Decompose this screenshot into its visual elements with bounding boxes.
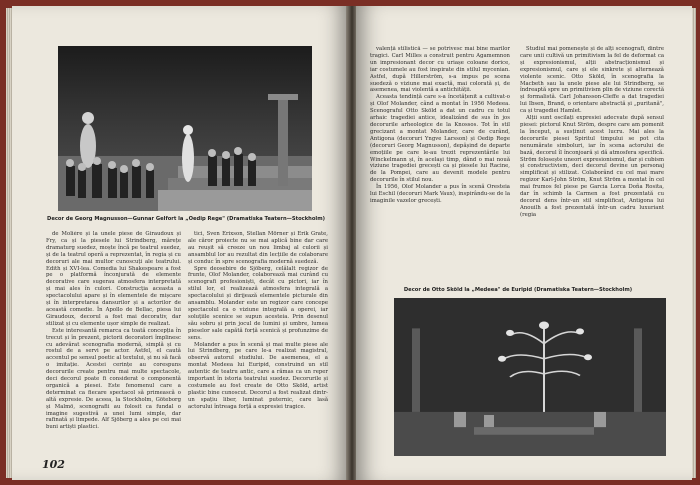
stage-scene-image	[58, 46, 312, 211]
paragraph: Studiul mai pomenește și de alți scenografi, dintre care unii cultivă un primitivism la fel de deformat ca și expresionismul, alții abstracționismul și expresionismul, care și ele sinkrete și alternează violente scenic. Otto Sköld, în scenografia la Macbeth sau la unele piese ale lui Strindberg, se îndreaptă spre un primitivism plin de viziune corectă și formalistă. Carl Johansson-Cleffe a dat tragediei lui Ibsen, Brand, o orientare abstractă și „puritană", ca și tragediei Hamlet.	[520, 46, 664, 115]
text-column-right-b	[520, 46, 664, 282]
text-column-right-a	[370, 46, 510, 282]
caption-right: Decor de Otto Sköld la „Medeea" de Euripid (Dramatiska Teatern—Stockholm)	[403, 287, 633, 293]
paragraph: tici, Sven Erixson, Stellan Mörner și Erik Grate, ale căror proiecte nu se mai aplică bine dar care au reușit să creeze un nou limbaj al culorii și ansamblul lor au rezultat din lecțiile de colaborare și conduc în spre scenografia modernă suedeză.	[188, 231, 328, 265]
stage-scene-image	[394, 298, 666, 456]
paragraph: În 1956, Olof Molander a pus în scenă Oresteia lui Eschil (decoruri Mark Vaux), inspirându-se de la imaginile vazelor grecești.	[370, 184, 510, 204]
paragraph: Aceasta tendință care s-a încetățenit a cultivat-o și Olof Molander, când a montat în 1956 Medeea. Scenograful Otto Sköld a dat un cadru cu totul arhaic tragediei antice, idealizând de sus în jos decorurile arheologice de la Knossos. Tot în stil grecizant a montat Molander, care de curând, Antigona (decoruri Yngve Larsson) și Oedip Rege (decoruri Georg Magnusson), depășind de departe emoțiile pe care le-au trezit reprezentările lui Winckelmann și, în același timp, dând o mai nouă viziune tragediei grecești ca și piesele lui Racine, de la Pompei, care au devenit modele pentru decorurile în stilul nou.	[370, 94, 510, 184]
text-column-left-a	[46, 231, 181, 453]
text-column-left-b	[188, 231, 328, 453]
paragraph: valență stilistică — se potrivesc mai bine marilor tragici. Carl Milles a construit pentru Agamemnon un impresionant decor cu uriașe coloane dorice, iar costumele au fost inspirate din stilul mycenian. Astfel, după Hillerström, s-a impus pe scena suedeză o viziune mai exactă, mai colorată și, de asemenea, mai violentă a antichității.	[370, 46, 510, 94]
photo-oedip-rege	[58, 46, 312, 211]
caption-top-left: Decor de Georg Magnusson—Gunnar Gelfort la „Oedip Rege" (Dramatiska Teatern—Stockholm)	[47, 216, 325, 222]
left-page	[12, 6, 348, 480]
paragraph: de Molière și la unele piese de Giraudoux și Fry, ca și la piesele lui Strindberg, mărețe dramaturg suedez, moște încă pe teatrul suedez, și de la teatrul operă a reprezentat, în regia și cu decoruri ale mai multor cunoscuți ale teatrului. Edith și XVI-lea. Comedia lui Shakespeare a fost pe o platformă înconjurată de elemente decorative care sugerau atmosfera interpretată și mai ales în culori. Construcția aceasta a spectacolului apare și în elementele de mișcare și în interpretarea dansurilor și a actorilor de această comedie. În Apollo de Bellac, piesa lui Giraudoux, decorul a fost mai decorativ, dar stilizat și cu elemente ușor simple de realizat.	[46, 231, 181, 327]
paragraph: Este interesantă remarca ca toată concepția în trecut și în prezent, pictorii decoratori împlinesc cu adevărat scenografia modernă, simplă și cu rostul de a servi pe actor. Astfel, el caută accentul pe sensul poetic al textului, și nu să facă o imitație. Acestei cerințe au corespuns decorurile create pentru mai multe spectacole, deci decorul poate fi considerat o componentă organică a piesei. Este fenomenul care a determinat ca fiecare spectacol să primească o altă expresie. De aceea, la Stockholm, Göteborg și Malmö, scenografii au folosit ca fundal o imagine sugestivă a unei lumi simple, dar rafinată și limpede. Alf Sjöberg a ales pe cei mai buni artiști plastici.	[46, 327, 181, 431]
photo-medeea	[394, 298, 666, 456]
page-number: 102	[42, 458, 65, 471]
right-page	[356, 6, 692, 480]
paragraph: Molander a pus în scenă și mai multe piese ale lui Strindberg, pe care le-a realizat magistral, observă autorul studiului. De asemenea, el a montat Medeea lui Euripid, construind un stil autentic de teatru antic, care a rămas ca un reper important în istoria teatrului suedez. Decorurile și costumele au fost create de Otto Sköld, artist plastic bine cunoscut. Decorul a fost realizat dintr-un spațiu liber, luminat puternic, care lasă actorului întreaga forță a expresiei tragice.	[188, 341, 328, 410]
paragraph: Spre deosebire de Sjöberg, celălalt regizor de frunte, Olof Molander, colaborează mai curând cu scenografi profesioniști, decât cu pictori, iar în stilul lor, el realizează atmosfera integrală a spectacolului și dirijează elementele picturale din ansamblu. Molander este un regizor care concepe spectacolul ca o viziune integrală a operei, iar soluțiile scenice se supun acesteia. Prin desenul său sobru și prin jocul de lumini și umbre, lumea pieselor sale capătă forță scenică și profunzime de sens.	[188, 265, 328, 341]
paragraph: Alții sunt oscilați expresiei adecvate după sensul piesei: pictorul Knut Ström, despre care am pomenit la început, a susținut acest lucru. Mai ales la decorurile piesei Spiritul timpului se pot cita nenumărate simboluri, iar în scena actorului de bază, decorul îl înconjoară și dă atmosfera specifică. Ström folosește uneori expresionismul, dar și cubism și constructivism, deci decorul devine un personaj simplificat și stilizat. Colaborând cu cel mai mare regizor Karl-John Ström, Knut Ström a montat în cel mai frumos fel piese pe Garcia Lorca Doña Rosita, dar în schimb la Carmen a fost prezentată cu decorul dens într-un stil simplificat, Antigona lui Anouilh a fost prezentată într-un cadru luxuriant (regia	[520, 115, 664, 218]
